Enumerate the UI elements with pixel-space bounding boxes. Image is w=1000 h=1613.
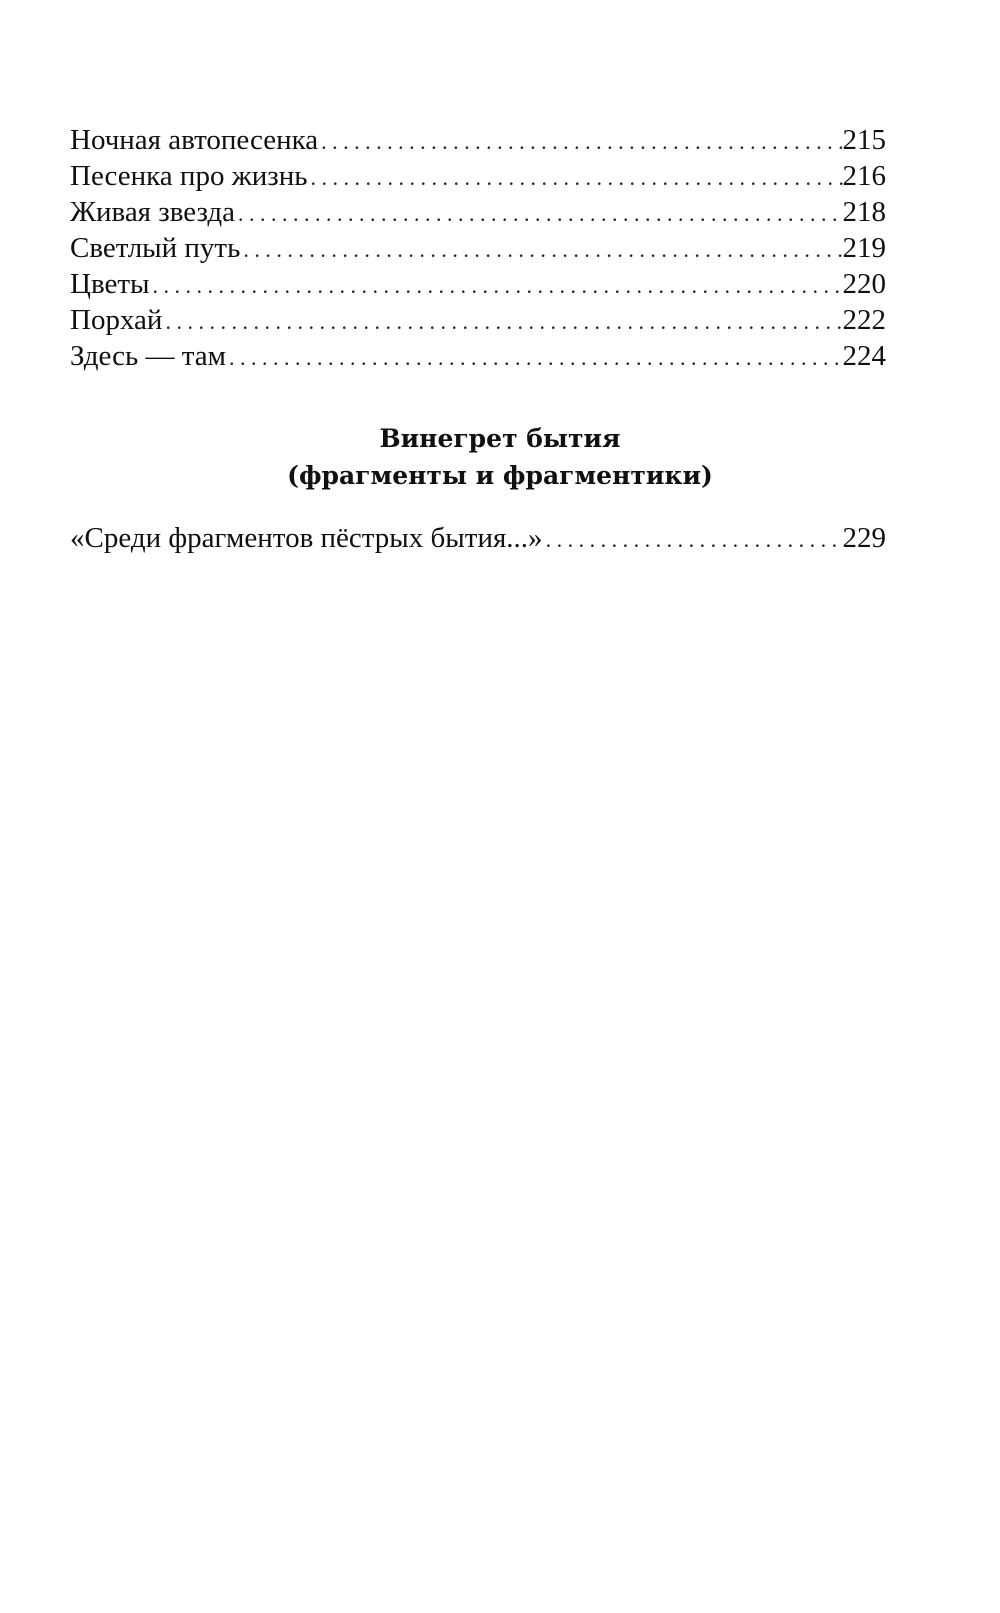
toc-entry-page: 215 [842,124,886,156]
dot-leader [150,268,843,302]
section-subtitle: (фрагменты и фрагментики) [287,461,713,490]
toc-entry-page: 219 [842,232,886,264]
toc-entry-title: Порхай [70,304,163,336]
toc-entry[interactable] [70,122,886,158]
toc-entry[interactable] [70,194,886,230]
toc-entry[interactable] [70,338,886,374]
dot-leader [318,124,842,158]
toc-entry-page: 222 [842,304,886,336]
toc-entry-page: 224 [842,340,886,372]
toc-entry[interactable] [70,158,886,194]
toc-entry[interactable] [70,520,886,556]
toc-entry-page: 220 [842,268,886,300]
section-heading [0,420,1000,494]
dot-leader [543,522,843,556]
toc-entry-title: Песенка про жизнь [70,160,308,192]
toc-entry-title: Живая звезда [70,196,236,228]
toc-entry-page: 216 [842,160,886,192]
toc-entry-title: «Среди фрагментов пёстрых бытия...» [70,522,543,554]
toc-entry-title: Светлый путь [70,232,241,264]
dot-leader [240,232,842,266]
table-of-contents [70,122,886,374]
toc-entry-page: 229 [842,522,886,554]
table-of-contents-section [70,520,886,556]
toc-entry[interactable] [70,302,886,338]
toc-entry[interactable] [70,266,886,302]
section-title: Винегрет бытия [379,424,621,453]
toc-entry-title: Ночная автопесенка [70,124,319,156]
toc-entry-title: Здесь — там [70,340,227,372]
dot-leader [235,196,842,230]
toc-entry-page: 218 [842,196,886,228]
dot-leader [307,160,842,194]
dot-leader [226,340,842,374]
toc-entry-title: Цветы [70,268,150,300]
toc-entry[interactable] [70,230,886,266]
dot-leader [162,304,842,338]
